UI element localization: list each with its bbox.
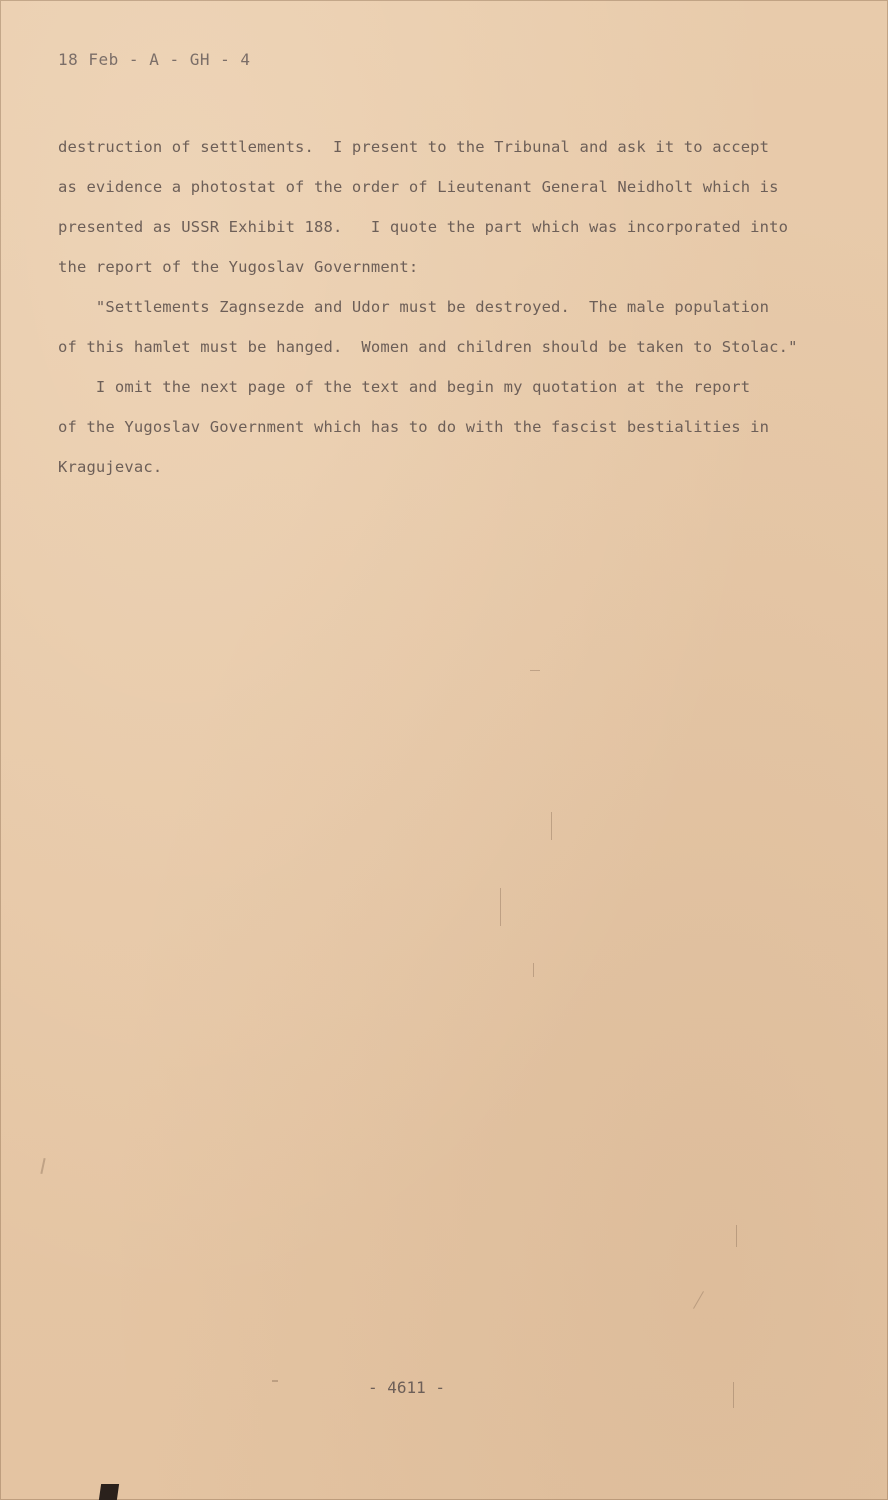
text-line: the report of the Yugoslav Government: [58, 258, 419, 276]
paper-scratch [533, 963, 534, 977]
paper-scratch [693, 1291, 704, 1309]
body-text [58, 127, 828, 487]
text-line: I omit the next page of the text and begin my quotation at the report [58, 378, 751, 396]
text-line: of this hamlet must be hanged. Women and children should be taken to Stolac." [58, 338, 798, 356]
paper-scratch [40, 1158, 45, 1174]
page-number: - 4611 - [367, 1378, 446, 1397]
text-line: Kragujevac. [58, 458, 163, 476]
paper-scratch [736, 1225, 737, 1247]
paper-scratch [530, 670, 540, 671]
text-line: destruction of settlements. I present to the Tribunal and ask it to accept [58, 138, 770, 156]
text-line: "Settlements Zagnsezde and Udor must be destroyed. The male population [58, 298, 770, 316]
paper-scratch [272, 1380, 278, 1382]
paper-scratch [500, 888, 501, 926]
text-line: presented as USSR Exhibit 188. I quote the part which was incorporated into [58, 218, 789, 236]
text-line: as evidence a photostat of the order of Lieutenant General Neidholt which is [58, 178, 779, 196]
text-line: of the Yugoslav Government which has to do with the fascist bestialities in [58, 418, 770, 436]
paper-scratch [551, 812, 552, 840]
paper-scratch [733, 1382, 734, 1408]
page-header: 18 Feb - A - GH - 4 [58, 50, 251, 69]
ink-smudge [99, 1484, 119, 1500]
